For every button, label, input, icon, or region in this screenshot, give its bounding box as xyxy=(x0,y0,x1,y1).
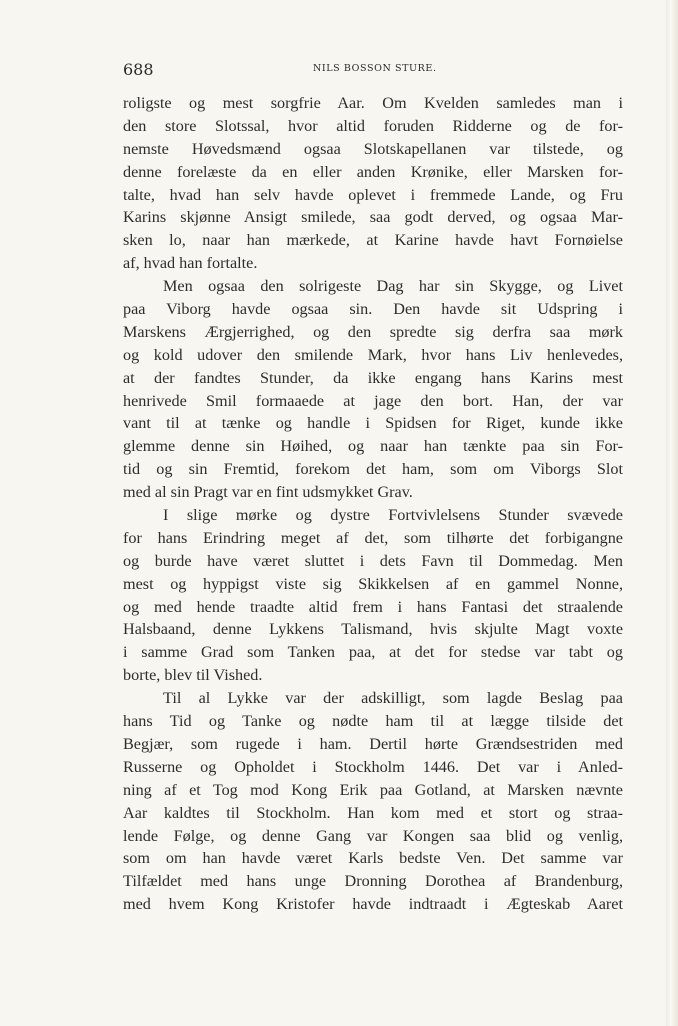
text-line: Marskens Ærgjerrighed, og den spredte sig derfra saa mørk xyxy=(123,322,623,341)
text-line: og kold udover den smilende Mark, hvor hans Liv henlevedes, xyxy=(123,345,623,364)
text-line: og burde have været sluttet i dets Favn til Dommedag. Men xyxy=(123,551,623,570)
text-line: glemme denne sin Høihed, og naar han tænkte paa sin For- xyxy=(123,437,623,456)
text-line: som om han havde været Karls bedste Ven. Det samme var xyxy=(123,849,623,868)
text-line: af, hvad han fortalte. xyxy=(123,254,258,273)
text-line: lende Følge, og denne Gang var Kongen saa blid og venlig, xyxy=(123,826,623,845)
text-line: med al sin Pragt var en fint udsmykket Grav. xyxy=(123,483,413,502)
page-edge xyxy=(666,0,678,1026)
text-line: at der fandtes Stunder, da ikke engang hans Karins mest xyxy=(123,368,623,387)
text-line: den store Slotssal, hvor altid foruden Ridderne og de for- xyxy=(123,116,623,135)
text-line: roligste og mest sorgfrie Aar. Om Kvelden samledes man i xyxy=(123,94,623,112)
text-line: Men ogsaa den solrigeste Dag har sin Skygge, og Livet xyxy=(163,277,623,296)
text-line: Til al Lykke var der adskilligt, som lagde Beslag paa xyxy=(163,689,623,708)
text-line: borte, blev til Vished. xyxy=(123,666,263,685)
text-line: og med hende traadte altid frem i hans Fantasi det straalende xyxy=(123,597,623,616)
text-line: nemste Høvedsmænd ogsaa Slotskapellanen var tilstede, og xyxy=(123,139,623,158)
text-line: for hans Erindring meget af det, som tilhørte det forbigangne xyxy=(123,528,623,547)
text-line: i samme Grad som Tanken paa, at det for stedse var tabt og xyxy=(123,643,623,662)
text-line: tid og sin Fremtid, forekom det ham, som om Viborgs Slot xyxy=(123,460,623,479)
text-line: ning af et Tog mod Kong Erik paa Gotland, at Marsken nævnte xyxy=(123,780,623,799)
text-line: Tilfældet med hans unge Dronning Dorothea af Brandenburg, xyxy=(123,872,623,891)
text-line: denne forelæste da en eller anden Krønike, eller Marsken for- xyxy=(123,162,623,181)
text-line: Aar kaldtes til Stockholm. Han kom med et stort og straa- xyxy=(123,803,623,822)
text-line: henrivede Smil formaaede at jage den bort. Han, der var xyxy=(123,391,623,410)
text-line: Russerne og Opholdet i Stockholm 1446. Det var i Anled- xyxy=(123,757,623,776)
text-line: talte, hvad han selv havde oplevet i fremmede Lande, og Fru xyxy=(123,185,623,204)
text-line: paa Viborg havde ogsaa sin. Den havde sit Udspring i xyxy=(123,300,623,319)
text-line: vant til at tænke og handle i Spidsen for Riget, kunde ikke xyxy=(123,414,623,433)
text-line: Halsbaand, denne Lykkens Talismand, hvis skjulte Magt voxte xyxy=(123,620,623,639)
text-line: mest og hyppigst viste sig Skikkelsen af en gammel Nonne, xyxy=(123,574,623,593)
text-line: I slige mørke og dystre Fortvivlelsens Stunder svævede xyxy=(163,506,623,525)
text-line: Karins skjønne Ansigt smilede, saa godt derved, og ogsaa Mar- xyxy=(123,208,623,227)
text-line: med hvem Kong Kristofer havde indtraadt i Ægteskab Aaret xyxy=(123,895,623,914)
text-line: sken lo, naar han mærkede, at Karine havde havt Fornøielse xyxy=(123,231,623,250)
body-text xyxy=(123,92,623,916)
page-number: 688 xyxy=(123,60,154,79)
running-head xyxy=(123,60,623,82)
text-line: Begjær, som rugede i ham. Dertil hørte Grændsestriden med xyxy=(123,734,623,753)
running-title: NILS BOSSON STURE. xyxy=(313,63,437,74)
text-line: hans Tid og Tanke og nødte ham til at lægge tilside det xyxy=(123,712,623,731)
